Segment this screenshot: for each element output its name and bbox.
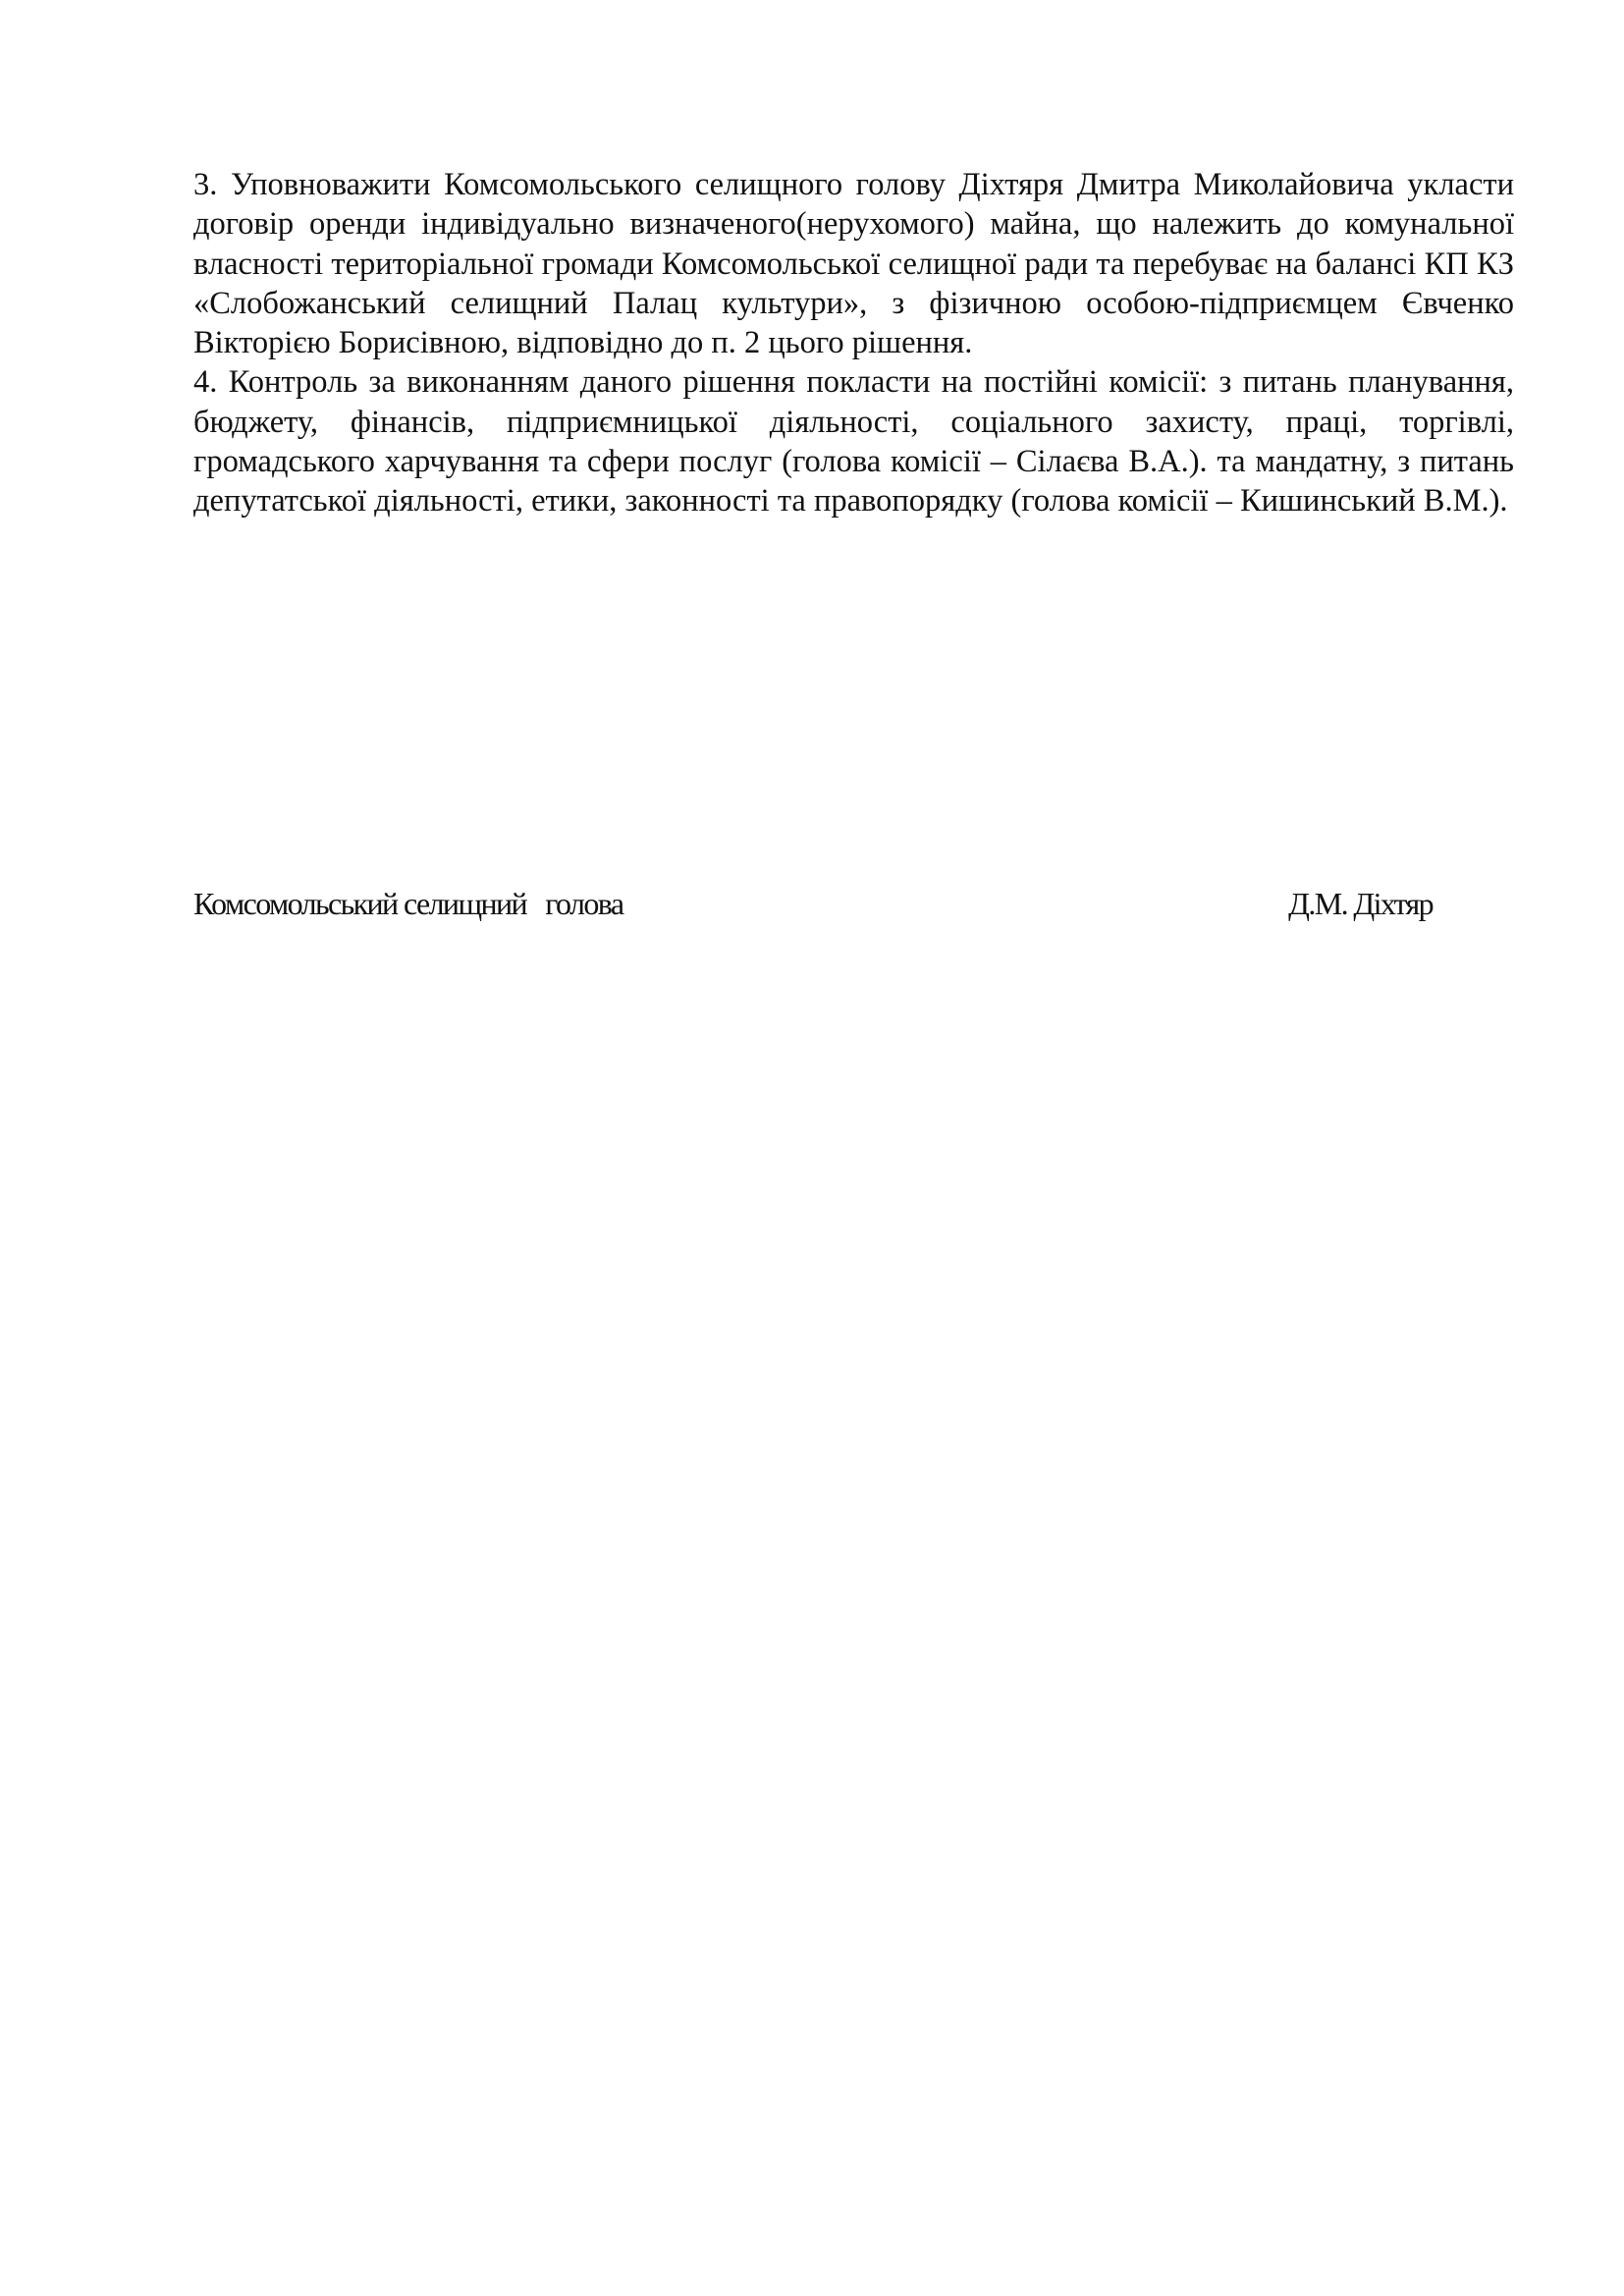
paragraph-4: 4. Контроль за виконанням даного рішення покласти на постійні комісії: з питань планування, бюджету, фінансів, підприємницької діяльності, соціального захисту, праці, торгівлі, громадського харчування та сфери послуг (голова комісії – Сілаєва В.А.). та мандатну, з питань депутатської діяльності, етики, законності та правопорядку (голова комісії – Кишинський В.М.). [193, 364, 1514, 519]
signature-name: Д.М. Діхтяр [1288, 886, 1433, 921]
paragraph-3: 3. Уповноважити Комсомольського селищного голову Діхтяря Дмитра Миколайовича укласти договір оренди індивідуально визначеного(нерухомого) майна, що належить до комунальної власності територіальної громади Комсомольської селищної ради та перебуває на балансі КП КЗ «Слобожанський селищний Палац культури», з фізичною особою-підприємцем Євченко Вікторією Борисівною, відповідно до п. 2 цього рішення. [193, 167, 1514, 361]
document-body [193, 165, 1514, 521]
signature-position: Комсомольський селищний голова [193, 886, 623, 921]
